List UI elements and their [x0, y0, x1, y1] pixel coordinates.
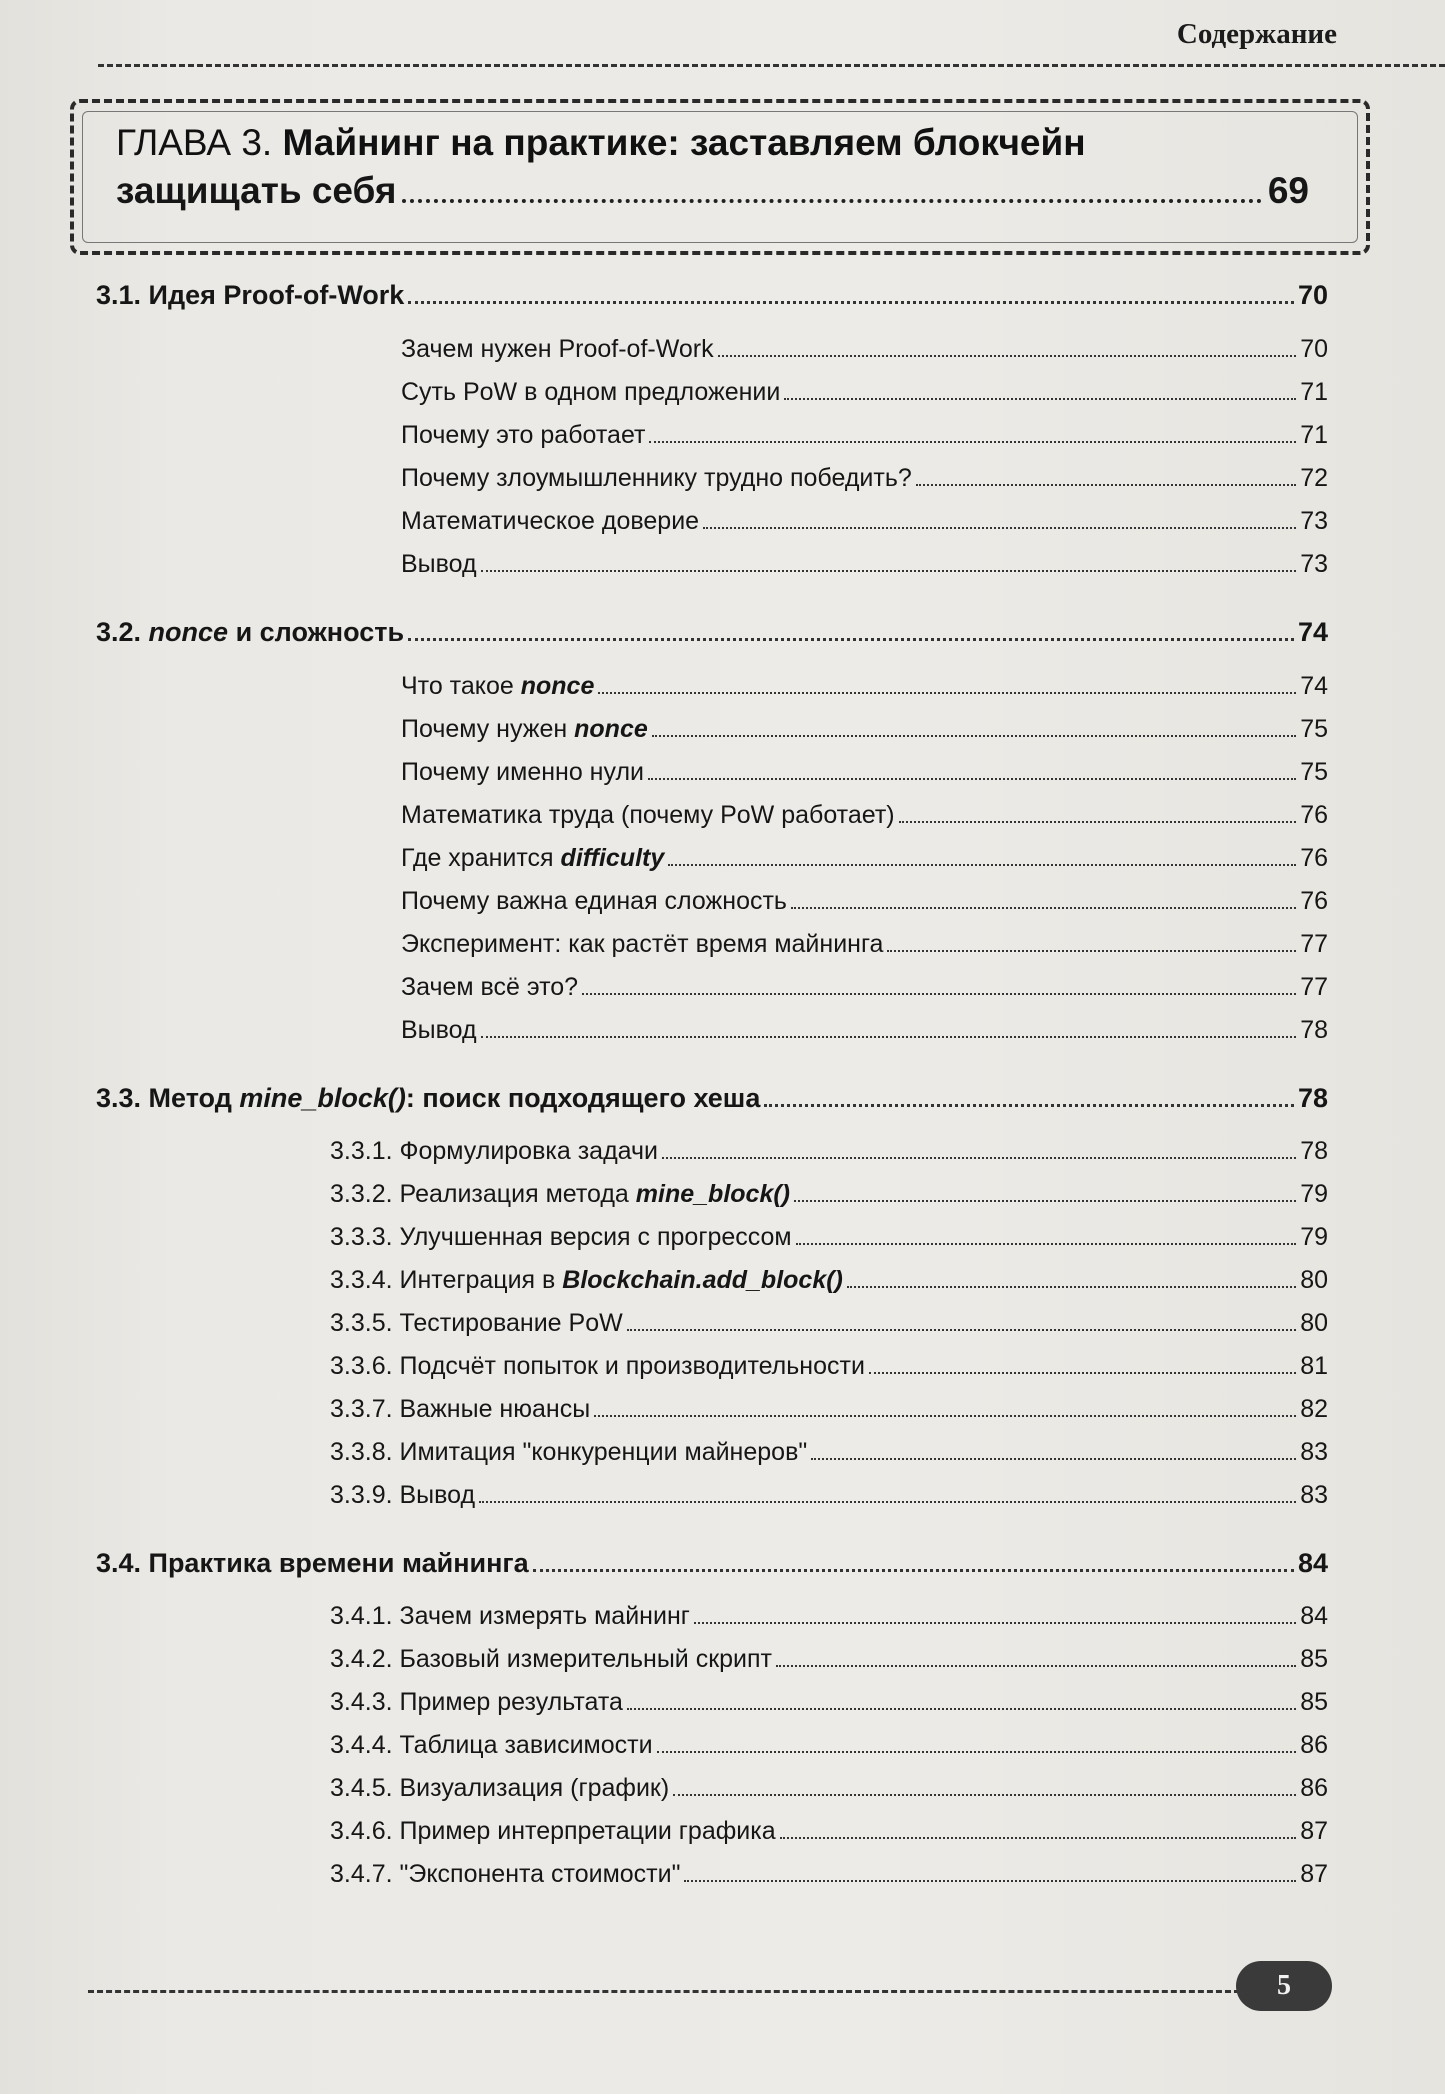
dot-leader	[794, 1200, 1296, 1202]
dot-leader	[481, 570, 1297, 572]
chapter-title-line1: Майнинг на практике: заставляем блокчейн	[282, 122, 1086, 163]
page-number-badge: 5	[1236, 1961, 1332, 2011]
entry-page-number: 84	[1300, 1602, 1328, 1630]
entry-title	[330, 1438, 807, 1467]
entry-page-number: 72	[1300, 464, 1328, 492]
entry-page-number: 71	[1300, 378, 1328, 406]
chapter-title-line2: защищать себя	[116, 170, 397, 211]
entry-title-text: 3.3.3. Улучшенная версия с прогрессом	[330, 1223, 792, 1251]
entry-title	[330, 1352, 865, 1381]
entry-title-text: 3.4.1. Зачем измерять майнинг	[330, 1602, 690, 1630]
entry-page-number: 77	[1300, 930, 1328, 958]
entry-page-number: 70	[1300, 335, 1328, 363]
entry-title	[401, 550, 477, 579]
entry-title-text: 3.4.2. Базовый измерительный скрипт	[330, 1645, 772, 1673]
chapter-page-number: 69	[1267, 170, 1309, 211]
entry-title-code: mine_block()	[239, 1083, 406, 1113]
toc-subsection-entry	[330, 1481, 1328, 1510]
entry-page-number: 87	[1300, 1817, 1328, 1845]
entry-title-text: 3.4.4. Таблица зависимости	[330, 1731, 653, 1759]
entry-title	[401, 844, 664, 873]
running-head: Содержание	[1176, 18, 1337, 50]
dot-leader	[780, 1837, 1297, 1839]
dot-leader	[533, 1569, 1294, 1572]
dot-leader	[847, 1286, 1296, 1288]
toc-subsection-entry	[401, 378, 1328, 407]
entry-page-number: 79	[1300, 1180, 1328, 1208]
chapter-heading-line2	[116, 170, 1309, 212]
entry-page-number: 70	[1297, 280, 1328, 310]
entry-title	[401, 378, 780, 407]
entry-title	[401, 672, 594, 701]
entry-page-number: 87	[1300, 1860, 1328, 1888]
toc-subsection-entry	[330, 1180, 1328, 1209]
entry-page-number: 76	[1300, 844, 1328, 872]
dot-leader	[627, 1329, 1296, 1331]
dot-leader	[662, 1157, 1296, 1159]
entry-title	[330, 1137, 658, 1166]
toc-subsection-entry	[401, 672, 1328, 701]
entry-title-text: 3.4.3. Пример результата	[330, 1688, 623, 1716]
entry-page-number: 81	[1300, 1352, 1328, 1380]
entry-title	[330, 1688, 623, 1717]
entry-title-text: 3.3.2. Реализация метода	[330, 1180, 636, 1208]
entry-page-number: 76	[1300, 887, 1328, 915]
entry-title	[401, 715, 648, 744]
toc-subsection-entry	[401, 550, 1328, 579]
toc-subsection-entry	[330, 1266, 1328, 1295]
entry-page-number: 75	[1300, 758, 1328, 786]
toc-section-entry	[96, 1548, 1328, 1579]
entry-page-number: 80	[1300, 1266, 1328, 1294]
dot-leader	[582, 993, 1296, 995]
entry-title	[330, 1266, 843, 1295]
toc-section-entry	[96, 1083, 1328, 1114]
entry-page-number: 73	[1300, 507, 1328, 535]
dot-leader	[694, 1622, 1296, 1624]
toc-subsection-entry	[330, 1309, 1328, 1338]
entry-page-number: 77	[1300, 973, 1328, 1001]
entry-title-text: 3.4.5. Визуализация (график)	[330, 1774, 670, 1802]
entry-page-number: 80	[1300, 1309, 1328, 1337]
toc-subsection-entry	[330, 1645, 1328, 1674]
toc-subsection-entry	[401, 715, 1328, 744]
toc-subsection-entry	[330, 1731, 1328, 1760]
entry-title-text: Что такое	[401, 672, 521, 700]
toc-subsection-entry	[330, 1860, 1328, 1889]
entry-title-text: Где хранится	[401, 844, 561, 872]
entry-title	[401, 801, 895, 830]
entry-title	[330, 1774, 669, 1803]
toc-subsection-entry	[330, 1774, 1328, 1803]
entry-title-text: Вывод	[401, 1016, 477, 1044]
dot-leader	[479, 1501, 1296, 1503]
toc-subsection-entry	[401, 801, 1328, 830]
dot-leader	[791, 907, 1296, 909]
toc-subsection-entry	[401, 887, 1328, 916]
dot-leader	[673, 1794, 1296, 1796]
toc-subsection-entry	[330, 1438, 1328, 1467]
entry-title-text: 3.2.	[96, 617, 149, 647]
entry-page-number: 75	[1300, 715, 1328, 743]
entry-title	[330, 1645, 772, 1674]
toc-section-entry	[96, 280, 1328, 311]
entry-title-text: 3.4.7. "Экспонента стоимости"	[330, 1860, 681, 1888]
dot-leader	[668, 864, 1296, 866]
toc-subsection-entry	[330, 1817, 1328, 1846]
entry-title-text: 3.3.9. Вывод	[330, 1481, 476, 1509]
dot-leader	[598, 692, 1296, 694]
entry-page-number: 78	[1300, 1016, 1328, 1044]
dot-leader	[899, 821, 1297, 823]
entry-page-number: 83	[1300, 1481, 1328, 1509]
entry-title-code: nonce	[148, 617, 229, 647]
dot-leader	[408, 301, 1294, 304]
toc-subsection-entry	[330, 1602, 1328, 1631]
entry-page-number: 74	[1300, 672, 1328, 700]
dot-leader	[869, 1372, 1296, 1374]
entry-title-code: nonce	[574, 715, 648, 743]
entry-title	[401, 464, 912, 493]
toc-subsection-entry	[401, 930, 1328, 959]
entry-title-code: mine_block()	[635, 1180, 790, 1208]
entry-title	[330, 1731, 653, 1760]
entry-title-text: 3.3.5. Тестирование PoW	[330, 1309, 623, 1337]
entry-title	[401, 930, 883, 959]
toc-subsection-entry	[330, 1395, 1328, 1424]
entry-title-text: Эксперимент: как растёт время майнинга	[401, 930, 884, 958]
entry-page-number: 84	[1297, 1548, 1328, 1578]
toc-subsection-entry	[401, 973, 1328, 1002]
chapter-heading	[116, 122, 1086, 164]
entry-title-code: Blockchain.add_block()	[562, 1266, 843, 1294]
entry-page-number: 76	[1300, 801, 1328, 829]
dot-leader	[887, 950, 1296, 952]
dot-leader	[784, 398, 1296, 400]
entry-title-text: и сложность	[228, 617, 405, 647]
dot-leader	[811, 1458, 1296, 1460]
entry-title	[96, 617, 404, 648]
entry-page-number: 85	[1300, 1688, 1328, 1716]
entry-title-text: Почему именно нули	[401, 758, 644, 786]
toc-subsection-entry	[330, 1352, 1328, 1381]
entry-title-text: Почему злоумышленнику трудно победить?	[401, 464, 912, 492]
toc-subsection-entry	[330, 1223, 1328, 1252]
dot-leader	[916, 484, 1296, 486]
entry-title	[330, 1817, 776, 1846]
footer-divider	[88, 1990, 1240, 1993]
entry-title	[330, 1180, 790, 1209]
entry-title-text: Почему это работает	[401, 421, 646, 449]
entry-page-number: 71	[1300, 421, 1328, 449]
entry-title-text: : поиск подходящего хеша	[405, 1083, 761, 1113]
entry-title-text: Почему важна единая сложность	[401, 887, 787, 915]
entry-title	[401, 421, 645, 450]
dot-leader	[776, 1665, 1296, 1667]
entry-title-text: Зачем всё это?	[401, 973, 579, 1001]
entry-page-number: 86	[1300, 1774, 1328, 1802]
dot-leader	[408, 638, 1294, 641]
entry-title-text: Вывод	[401, 550, 477, 578]
dot-leader	[718, 355, 1297, 357]
entry-title	[330, 1481, 475, 1510]
entry-title	[96, 1548, 529, 1579]
entry-title	[401, 887, 787, 916]
entry-title-text: 3.3.7. Важные нюансы	[330, 1395, 591, 1423]
entry-title-text: Математическое доверие	[401, 507, 700, 535]
dot-leader	[402, 199, 1261, 203]
entry-page-number: 74	[1297, 617, 1328, 647]
entry-title-text: Математика труда (почему PoW работает)	[401, 801, 895, 829]
entry-title-text: Суть PoW в одном предложении	[401, 378, 781, 406]
dot-leader	[764, 1104, 1294, 1107]
dot-leader	[684, 1880, 1296, 1882]
entry-page-number: 79	[1300, 1223, 1328, 1251]
entry-title	[96, 280, 404, 311]
entry-title-code: difficulty	[560, 844, 665, 872]
entry-title	[401, 507, 699, 536]
entry-title-code: nonce	[520, 672, 595, 700]
toc-subsection-entry	[401, 758, 1328, 787]
entry-title-text: 3.4.6. Пример интерпретации графика	[330, 1817, 776, 1845]
entry-title	[401, 1016, 477, 1045]
entry-page-number: 83	[1300, 1438, 1328, 1466]
toc-section-entry	[96, 617, 1328, 648]
chapter-label: ГЛАВА 3.	[116, 122, 273, 163]
toc-subsection-entry	[401, 844, 1328, 873]
entry-title	[330, 1860, 680, 1889]
toc-subsection-entry	[330, 1688, 1328, 1717]
toc-subsection-entry	[330, 1137, 1328, 1166]
entry-page-number: 82	[1300, 1395, 1328, 1423]
entry-title-text: 3.3. Метод	[96, 1083, 240, 1113]
entry-title	[401, 758, 644, 787]
toc-subsection-entry	[401, 1016, 1328, 1045]
entry-title-text: Зачем нужен Proof-of-Work	[401, 335, 714, 363]
entry-title-text: 3.3.6. Подсчёт попыток и производительности	[330, 1352, 865, 1380]
entry-title-text: 3.3.1. Формулировка задачи	[330, 1137, 659, 1165]
dot-leader	[657, 1751, 1297, 1753]
dot-leader	[627, 1708, 1296, 1710]
entry-page-number: 73	[1300, 550, 1328, 578]
entry-title-text: 3.4. Практика времени майнинга	[96, 1548, 529, 1578]
entry-title	[330, 1395, 590, 1424]
dot-leader	[594, 1415, 1296, 1417]
dot-leader	[648, 778, 1296, 780]
toc-subsection-entry	[401, 335, 1328, 364]
entry-title	[330, 1602, 690, 1631]
entry-title-text: 3.3.8. Имитация "конкуренции майнеров"	[330, 1438, 808, 1466]
entry-page-number: 86	[1300, 1731, 1328, 1759]
entry-page-number: 78	[1300, 1137, 1328, 1165]
dot-leader	[796, 1243, 1297, 1245]
entry-title-text: 3.1. Идея Proof-of-Work	[96, 280, 405, 310]
entry-title	[330, 1223, 792, 1252]
entry-title	[330, 1309, 623, 1338]
header-divider	[98, 64, 1445, 67]
toc-subsection-entry	[401, 507, 1328, 536]
entry-title-text: 3.3.4. Интеграция в	[330, 1266, 563, 1294]
dot-leader	[652, 735, 1296, 737]
dot-leader	[481, 1036, 1297, 1038]
entry-title	[96, 1083, 760, 1114]
toc-subsection-entry	[401, 421, 1328, 450]
entry-title-text: Почему нужен	[401, 715, 575, 743]
entry-page-number: 85	[1300, 1645, 1328, 1673]
toc-subsection-entry	[401, 464, 1328, 493]
dot-leader	[703, 527, 1296, 529]
entry-title	[401, 973, 578, 1002]
dot-leader	[649, 441, 1296, 443]
entry-page-number: 78	[1297, 1083, 1328, 1113]
entry-title	[401, 335, 714, 364]
